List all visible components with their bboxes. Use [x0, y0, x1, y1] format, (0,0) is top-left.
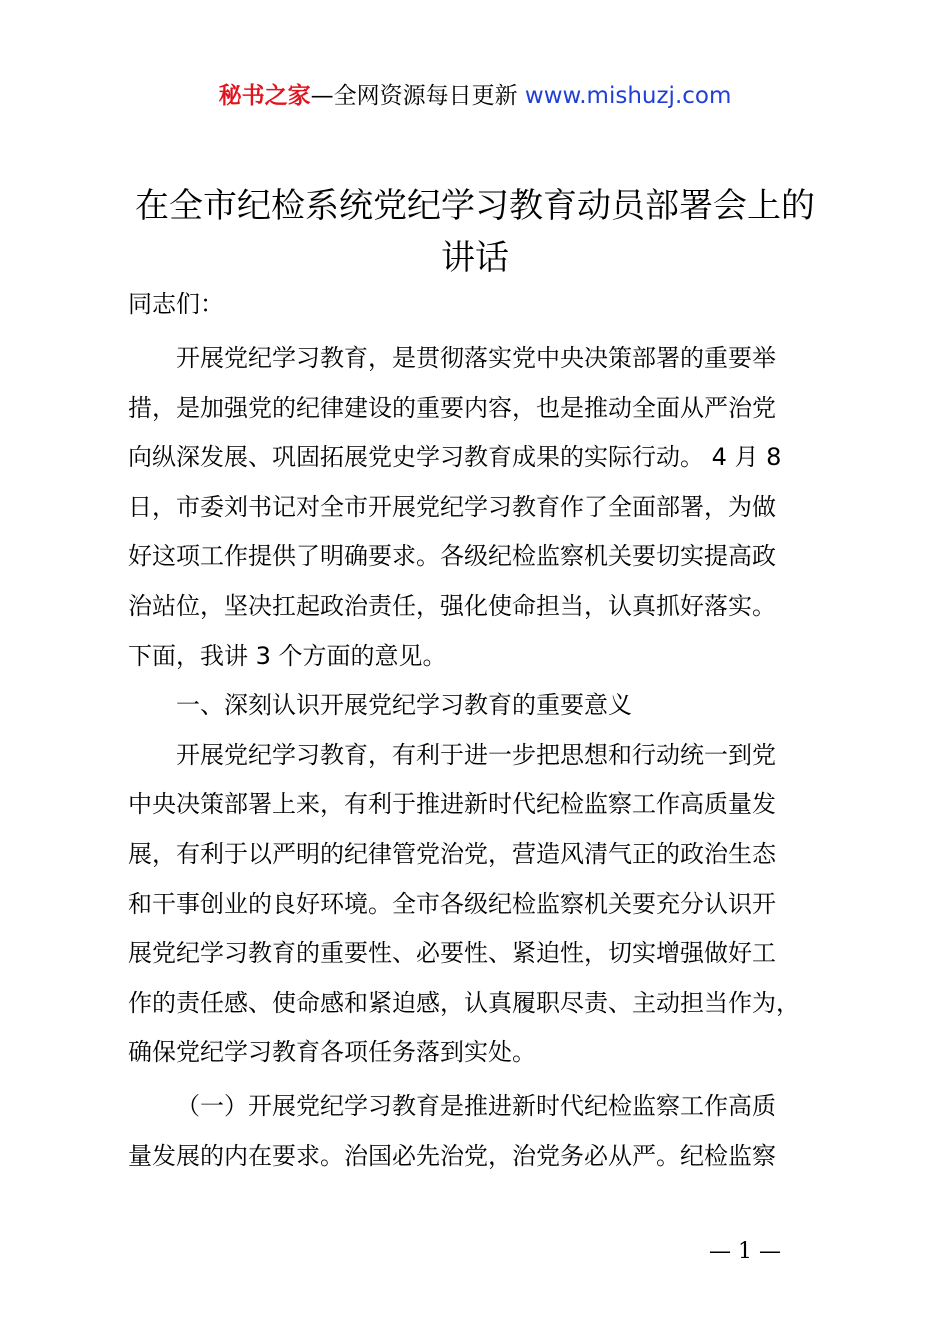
body-line: 展，有利于以严明的纪律管党治党，营造风清气正的政治生态: [128, 839, 776, 868]
body-line: 展党纪学习教育的重要性、必要性、紧迫性，切实增强做好工: [128, 939, 776, 968]
document-title: [100, 180, 850, 284]
body-line: 和干事创业的良好环境。全市各级纪检监察机关要充分认识开: [128, 889, 776, 918]
body-line: 作的责任感、使命感和紧迫感，认真履职尽责、主动担当作为，: [128, 988, 800, 1017]
section-heading: 一、深刻认识开展党纪学习教育的重要意义: [176, 691, 632, 720]
body-line: 确保党纪学习教育各项任务落到实处。: [128, 1038, 536, 1067]
document-title-line-1: 在全市纪检系统党纪学习教育动员部署会上的: [135, 186, 815, 226]
site-url-link[interactable]: www.mishuzj.com: [524, 83, 732, 109]
document-body: [128, 334, 848, 1181]
body-line: 治站位，坚决扛起政治责任，强化使命担当，认真抓好落实。: [128, 591, 776, 620]
document-title-line-2: 讲话: [441, 238, 509, 278]
site-tagline: —全网资源每日更新: [310, 83, 525, 109]
site-header-banner: [0, 80, 950, 112]
body-line: 日，市委刘书记对全市开展党纪学习教育作了全面部署，为做: [128, 492, 776, 521]
body-line: 量发展的内在要求。治国必先治党，治党务必从严。纪检监察: [128, 1141, 776, 1170]
body-line: 中央决策部署上来，有利于推进新时代纪检监察工作高质量发: [128, 790, 776, 819]
body-line: 措，是加强党的纪律建设的重要内容，也是推动全面从严治党: [128, 393, 776, 422]
body-line: 开展党纪学习教育，有利于进一步把思想和行动统一到党: [176, 740, 776, 769]
site-brand-name: 秘书之家: [218, 83, 311, 109]
body-line: 好这项工作提供了明确要求。各级纪检监察机关要切实提高政: [128, 542, 776, 571]
body-line: 下面，我讲 3 个方面的意见。: [128, 641, 447, 670]
body-line: 向纵深发展、巩固拓展党史学习教育成果的实际行动。 4 月 8: [128, 443, 782, 472]
salutation: 同志们：: [128, 290, 224, 318]
subsection-heading: （一）开展党纪学习教育是推进新时代纪检监察工作高质: [176, 1091, 776, 1120]
body-line: 开展党纪学习教育，是贯彻落实党中央决策部署的重要举: [176, 344, 776, 372]
page-number: — 1 —: [709, 1239, 781, 1264]
